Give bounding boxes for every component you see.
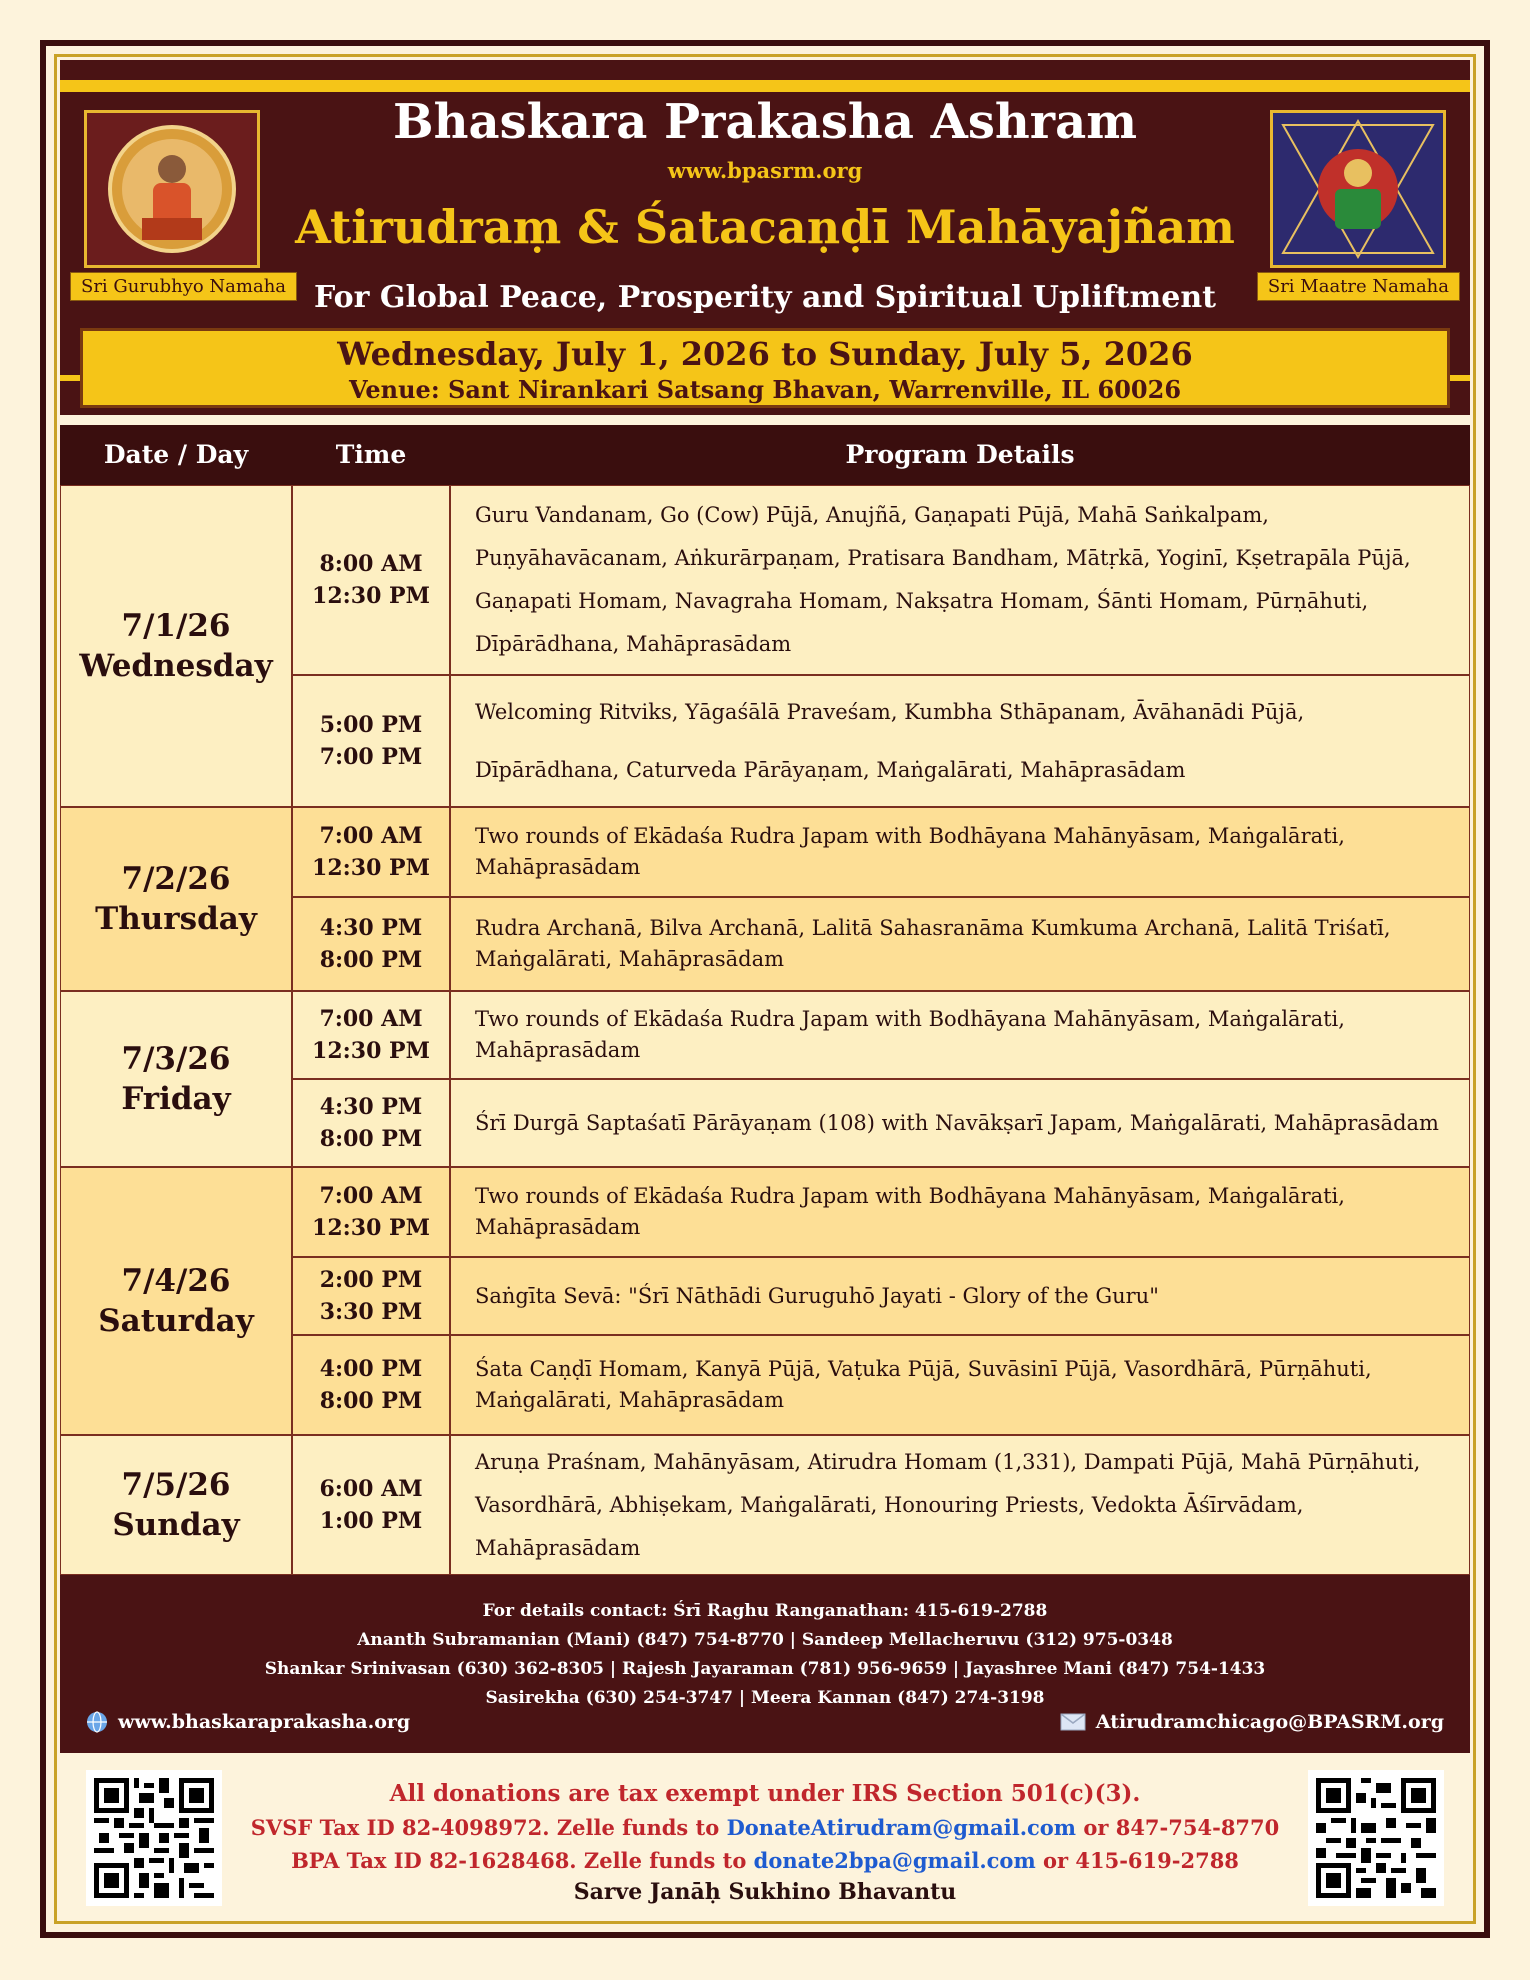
left-qr-code[interactable] bbox=[86, 1770, 222, 1906]
day-date: 7/4/26 bbox=[121, 1263, 231, 1299]
end-time: 12:30 PM bbox=[312, 1038, 430, 1064]
start-time: 4:00 PM bbox=[319, 1356, 423, 1382]
program-details: Rudra Archanā, Bilva Archanā, Lalitā Sahasranāma Kumkuma Archanā, Lalitā Triśatī, Maṅgalārati, Mahāprasādam bbox=[450, 897, 1470, 991]
time-cell bbox=[292, 485, 450, 675]
contact-footer bbox=[60, 1575, 1470, 1753]
table-header bbox=[60, 425, 1470, 485]
start-time: 7:00 AM bbox=[319, 1183, 423, 1209]
end-time: 3:30 PM bbox=[319, 1299, 423, 1325]
start-time: 7:00 AM bbox=[319, 823, 423, 849]
website-text: www.bhaskaraprakasha.org bbox=[118, 1711, 411, 1733]
qr-code-icon bbox=[1316, 1778, 1436, 1898]
contact-line-4: Sasirekha (630) 254-3747 | Meera Kannan (847) 274-3198 bbox=[485, 1688, 1045, 1708]
svsf-phone: or 847-754-8770 bbox=[1083, 1815, 1280, 1840]
time-cell bbox=[292, 675, 450, 807]
tax-exempt-note: All donations are tax exempt under IRS Section 501(c)(3). bbox=[389, 1780, 1141, 1807]
day-date: 7/5/26 bbox=[121, 1467, 231, 1503]
end-time: 1:00 PM bbox=[319, 1508, 423, 1534]
svsf-zelle-email[interactable]: DonateAtirudram@gmail.com bbox=[726, 1815, 1077, 1840]
bpa-zelle-email[interactable]: donate2bpa@gmail.com bbox=[753, 1848, 1036, 1873]
time-cell bbox=[292, 991, 450, 1079]
start-time: 4:30 PM bbox=[319, 915, 423, 941]
globe-icon bbox=[86, 1711, 108, 1733]
header-time: Time bbox=[335, 440, 407, 469]
program-details: Saṅgīta Sevā: "Śrī Nāthādi Guruguhō Jayati - Glory of the Guru" bbox=[450, 1257, 1470, 1335]
contact-line-2: Ananth Subramanian (Mani) (847) 754-8770 | Sandeep Mellacheruvu (312) 975-0348 bbox=[357, 1630, 1173, 1650]
day-date: 7/3/26 bbox=[121, 1041, 231, 1077]
program-details: Two rounds of Ekādaśa Rudra Japam with Bodhāyana Mahānyāsam, Maṅgalārati, Mahāprasādam bbox=[450, 807, 1470, 897]
program-details: Two rounds of Ekādaśa Rudra Japam with Bodhāyana Mahānyāsam, Maṅgalārati, Mahāprasādam bbox=[450, 1167, 1470, 1257]
bpa-phone: or 415-619-2788 bbox=[1042, 1848, 1239, 1873]
header-program-details: Program Details bbox=[845, 440, 1075, 469]
time-cell bbox=[292, 897, 450, 991]
program-details: Śrī Durgā Saptaśatī Pārāyaṇam (108) with Navākṣarī Japam, Maṅgalārati, Mahāprasādam bbox=[450, 1079, 1470, 1167]
right-caption: Sri Maatre Namaha bbox=[1257, 272, 1460, 301]
bpa-donation-line bbox=[60, 1848, 1470, 1873]
svsf-donation-line bbox=[60, 1815, 1470, 1840]
end-time: 8:00 PM bbox=[319, 1126, 423, 1152]
day-cell bbox=[60, 485, 292, 807]
day-cell bbox=[60, 991, 292, 1167]
time-cell bbox=[292, 1167, 450, 1257]
closing-blessing: Sarve Janāḥ Sukhino Bhavantu bbox=[573, 1879, 957, 1905]
event-dates: Wednesday, July 1, 2026 to Sunday, July 5, 2026 bbox=[337, 335, 1193, 373]
program-details: Welcoming Ritviks, Yāgaśālā Praveśam, Kumbha Sthāpanam, Āvāhanādi Pūjā, Dīpārādhana, Caturveda Pārāyaṇam, Maṅgalārati, Mahāprasādam bbox=[450, 675, 1470, 807]
day-date: 7/2/26 bbox=[121, 861, 231, 897]
email-text: Atirudramchicago@BPASRM.org bbox=[1095, 1711, 1444, 1733]
end-time: 8:00 PM bbox=[319, 947, 423, 973]
svsf-tax-id: SVSF Tax ID 82-4098972. Zelle funds to bbox=[250, 1815, 720, 1840]
day-name: Thursday bbox=[95, 901, 257, 937]
day-cell bbox=[60, 1435, 292, 1575]
end-time: 12:30 PM bbox=[312, 855, 430, 881]
end-time: 12:30 PM bbox=[312, 583, 430, 609]
day-cell bbox=[60, 807, 292, 991]
envelope-icon bbox=[1060, 1713, 1086, 1731]
right-qr-code[interactable] bbox=[1308, 1770, 1444, 1906]
start-time: 5:00 PM bbox=[319, 712, 423, 738]
time-cell bbox=[292, 1335, 450, 1435]
start-time: 6:00 AM bbox=[319, 1476, 423, 1502]
end-time: 8:00 PM bbox=[319, 1388, 423, 1414]
program-details: Guru Vandanam, Go (Cow) Pūjā, Anujñā, Gaṇapati Pūjā, Mahā Saṅkalpam, Puṇyāhavācanam, Aṅkurārpaṇam, Pratisara Bandham, Mātṛkā, Yoginī, Kṣetrapāla Pūjā, Gaṇapati Homam, Navagraha Homam, Nakṣatra Homam, Śānti Homam, Pūrṇāhuti, Dīpārādhana, Mahāprasādam bbox=[450, 485, 1470, 675]
program-details: Śata Caṇḍī Homam, Kanyā Pūjā, Vaṭuka Pūjā, Suvāsinī Pūjā, Vasordhārā, Pūrṇāhuti, Maṅgalārati, Mahāprasādam bbox=[450, 1335, 1470, 1435]
event-title: Atirudraṃ & Śatacaṇḍī Mahāyajñam bbox=[295, 200, 1235, 254]
email-link[interactable] bbox=[1060, 1711, 1444, 1733]
program-details: Two rounds of Ekādaśa Rudra Japam with Bodhāyana Mahānyāsam, Maṅgalārati, Mahāprasādam bbox=[450, 991, 1470, 1079]
left-caption: Sri Gurubhyo Namaha bbox=[70, 272, 297, 301]
day-name: Friday bbox=[121, 1081, 231, 1117]
day-name: Sunday bbox=[112, 1507, 240, 1543]
date-venue-box bbox=[80, 328, 1450, 408]
event-subtitle: For Global Peace, Prosperity and Spiritual Upliftment bbox=[313, 280, 1217, 315]
time-cell bbox=[292, 807, 450, 897]
start-time: 7:00 AM bbox=[319, 1006, 423, 1032]
website-link[interactable] bbox=[86, 1711, 410, 1733]
time-cell bbox=[292, 1257, 450, 1335]
program-details: Aruṇa Praśnam, Mahānyāsam, Atirudra Homam (1,331), Dampati Pūjā, Mahā Pūrṇāhuti, Vasordhārā, Abhiṣekam, Maṅgalārati, Honouring Priests, Vedokta Āśīrvādam, Mahāprasādam bbox=[450, 1435, 1470, 1575]
day-date: 7/1/26 bbox=[121, 608, 231, 644]
header-stripe-top bbox=[60, 80, 1470, 92]
time-cell bbox=[292, 1079, 450, 1167]
start-time: 4:30 PM bbox=[319, 1094, 423, 1120]
event-venue: Venue: Sant Nirankari Satsang Bhavan, Warrenville, IL 60026 bbox=[348, 375, 1182, 404]
header-date-day: Date / Day bbox=[103, 440, 249, 469]
day-name: Saturday bbox=[98, 1303, 254, 1339]
end-time: 7:00 PM bbox=[319, 744, 423, 770]
start-time: 2:00 PM bbox=[319, 1267, 423, 1293]
end-time: 12:30 PM bbox=[312, 1215, 430, 1241]
day-cell bbox=[60, 1167, 292, 1435]
bpa-tax-id: BPA Tax ID 82-1628468. Zelle funds to bbox=[291, 1848, 747, 1873]
donation-section bbox=[60, 1760, 1470, 1920]
start-time: 8:00 AM bbox=[319, 551, 423, 577]
contact-line-1: For details contact: Śrī Raghu Ranganathan: 415-619-2788 bbox=[482, 1601, 1048, 1621]
time-cell bbox=[292, 1435, 450, 1575]
ashram-website[interactable]: www.bpasrm.org bbox=[667, 158, 863, 183]
contact-line-3: Shankar Srinivasan (630) 362-8305 | Rajesh Jayaraman (781) 956-9659 | Jayashree Mani (847) 754-1433 bbox=[264, 1659, 1266, 1679]
qr-code-icon bbox=[94, 1778, 214, 1898]
ashram-name: Bhaskara Prakasha Ashram bbox=[393, 94, 1137, 150]
day-name: Wednesday bbox=[79, 648, 273, 684]
